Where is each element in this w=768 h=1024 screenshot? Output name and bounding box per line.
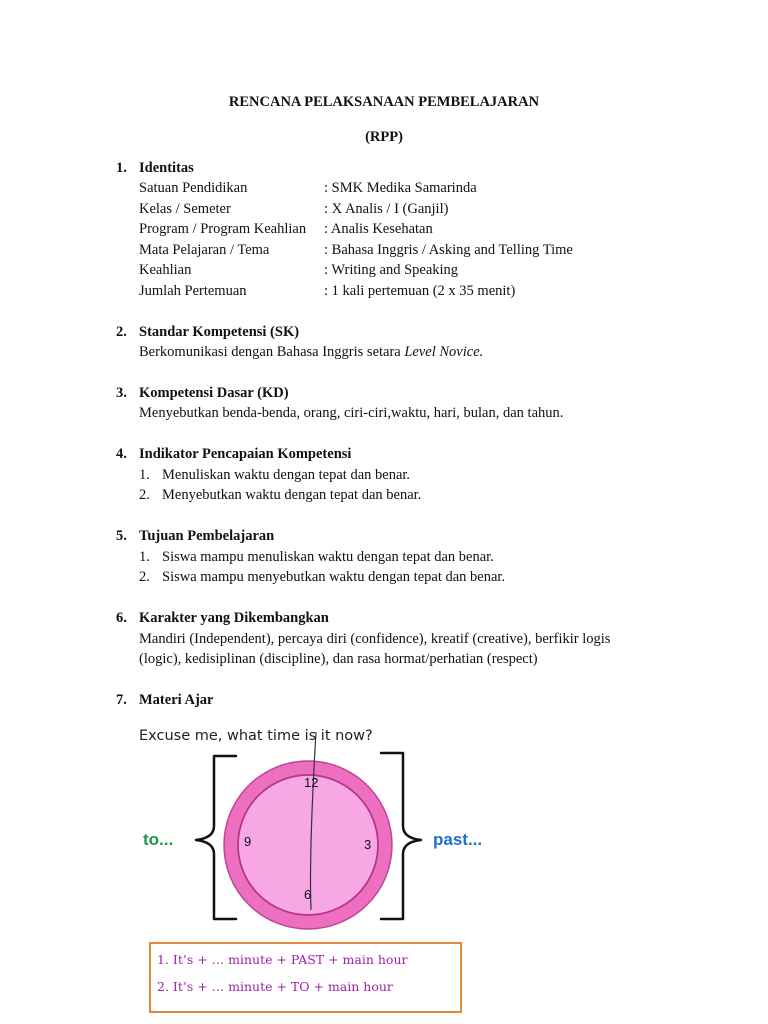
- document-subtitle: (RPP): [365, 129, 403, 145]
- list-item: 2. Menyebutkan waktu dengan tepat dan benar.: [139, 487, 422, 503]
- past-label: past...: [433, 830, 483, 849]
- list-item: 2. Siswa mampu menyebutkan waktu dengan tepat dan benar.: [139, 569, 506, 585]
- section-heading-sk: 2. Standar Kompetensi (SK): [116, 324, 300, 340]
- list-item: 1. Menuliskan waktu dengan tepat dan benar.: [139, 467, 411, 483]
- section-heading-karakter: 6. Karakter yang Dikembangkan: [116, 610, 329, 626]
- identitas-value: : X Analis / I (Ganjil): [324, 201, 449, 217]
- karakter-text-line: (logic), kedisiplinan (discipline), dan rasa hormat/perhatian (respect): [139, 651, 538, 667]
- identitas-label: Jumlah Pertemuan: [139, 283, 247, 299]
- sk-text: Berkomunikasi dengan Bahasa Inggris setara Level Novice.: [139, 344, 484, 360]
- clock-number-3: 3: [364, 837, 372, 852]
- clock-number-6: 6: [304, 887, 312, 902]
- identitas-label: Mata Pelajaran / Tema: [139, 242, 270, 258]
- section-heading-indikator: 4. Indikator Pencapaian Kompetensi: [116, 446, 352, 462]
- clock-number-12: 12: [304, 775, 319, 790]
- identitas-label: Satuan Pendidikan: [139, 180, 248, 196]
- formula-line: 2. It’s + … minute + TO + main hour: [157, 979, 393, 994]
- identitas-label: Program / Program Keahlian: [139, 221, 307, 237]
- identitas-label: Keahlian: [139, 262, 192, 278]
- identitas-value: : Bahasa Inggris / Asking and Telling Time: [324, 242, 573, 258]
- section-heading-kd: 3. Kompetensi Dasar (KD): [116, 385, 289, 401]
- identitas-label: Kelas / Semeter: [139, 201, 231, 217]
- to-label: to...: [143, 830, 174, 849]
- kd-text: Menyebutkan benda-benda, orang, ciri-ciri,waktu, hari, bulan, dan tahun.: [139, 405, 564, 421]
- document-title: RENCANA PELAKSANAAN PEMBELAJARAN: [228, 94, 540, 110]
- identitas-value: : 1 kali pertemuan (2 x 35 menit): [324, 283, 516, 299]
- section-heading-identitas: 1. Identitas: [116, 160, 194, 176]
- identitas-value: : SMK Medika Samarinda: [324, 180, 477, 196]
- identitas-value: : Writing and Speaking: [324, 262, 459, 278]
- section-heading-tujuan: 5. Tujuan Pembelajaran: [116, 528, 275, 544]
- formula-line: 1. It’s + … minute + PAST + main hour: [157, 952, 408, 967]
- list-item: 1. Siswa mampu menuliskan waktu dengan tepat dan benar.: [139, 549, 494, 565]
- section-heading-materi: 7. Materi Ajar: [116, 692, 214, 708]
- karakter-text-line: Mandiri (Independent), percaya diri (confidence), kreatif (creative), berfikir logis: [139, 631, 611, 647]
- identitas-value: : Analis Kesehatan: [324, 221, 433, 237]
- clock-number-9: 9: [244, 834, 252, 849]
- question-text: Excuse me, what time is it now?: [139, 728, 373, 744]
